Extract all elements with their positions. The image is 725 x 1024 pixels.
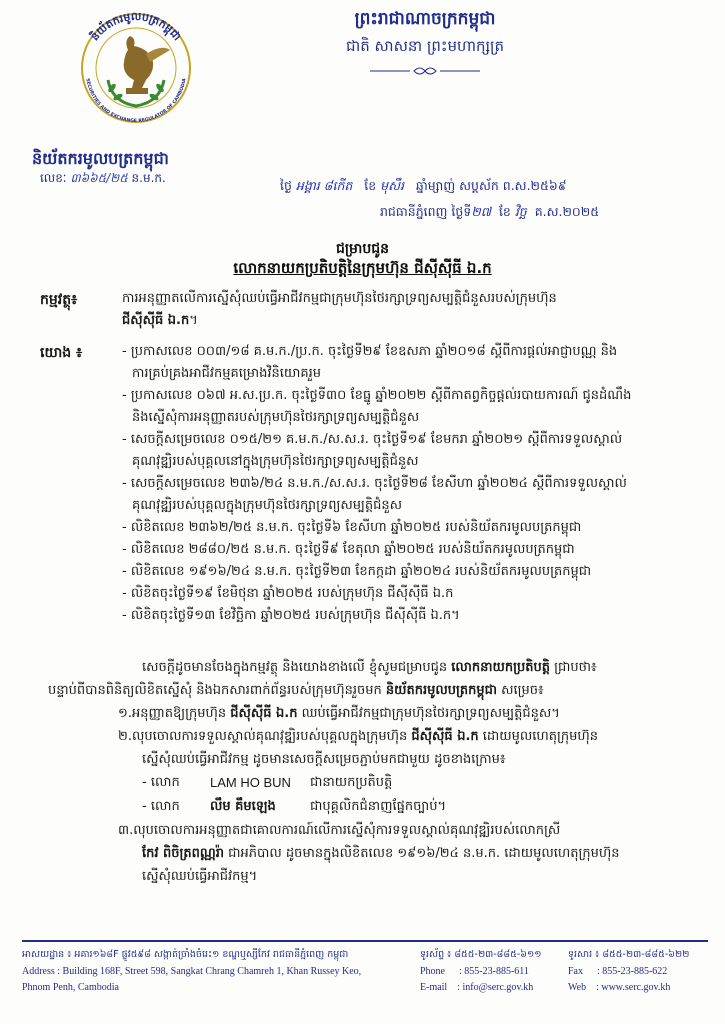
person-row-2 <box>32 795 712 819</box>
ref-prefix: លេខៈ <box>40 171 67 185</box>
body-para-1 <box>32 656 712 679</box>
person1-name: LAM HO BUN <box>210 775 291 790</box>
footer-kh-phone: ទូរស័ព្ទ ៖ ៨៥៥-២៣-៨៨៥-៦១១ <box>420 949 542 960</box>
ref-4-line1: - សេចក្តីសម្រេចលេខ ២៣៦/២៤ ន.ម.ក./ស.ស.រ. ចុះថ្ងៃទី២៨ ខែសីហា ឆ្នាំ២០២៤ ស្តីពីការទទួលស្គាល់ <box>122 476 627 491</box>
reference-item <box>122 473 707 517</box>
recipient-name: លោកនាយកប្រតិបត្តិនៃក្រុមហ៊ុន ជីស៊ីស៊ីធី ឯ.ក <box>233 259 492 277</box>
ref-2-line1: - ប្រកាសលេខ ០៦៧ អ.ស.ប្រ.ក. ចុះថ្ងៃទី៣០ ខែធ្នូ ឆ្នាំ២០២២ ស្តីពីកាតព្វកិច្ចផ្តល់របាយការណ៍ ជូនដំណឹង <box>122 388 632 403</box>
ornament-divider-icon <box>370 65 480 77</box>
footer-kh-fax: ទូរសារ ៖ ៨៥៥-២៣-៨៨៥-៦២២ <box>568 949 690 960</box>
footer-kh-address: អាសយដ្ឋាន ៖ អគារ១៦៨F ផ្លូវ៥៩៨ សង្កាត់ច្រាំងចំរេះ១ ខណ្ឌឬស្សីកែវ រាជធានីភ្នំពេញ កម្ពុជា <box>22 949 349 960</box>
d2-a: ២.លុបចោលការទទួលស្គាល់គុណវុឌ្ឍិរបស់បុគ្គលក្នុងក្រុមហ៊ុន <box>118 729 412 744</box>
d1-b: ជីស៊ីស៊ីធី ឯ.ក <box>230 706 298 721</box>
references-list <box>122 341 707 627</box>
footer-en-address-1: Address : Building 168F, Street 598, Sangkat Chrang Chamreh 1, Khan Russey Keo, <box>22 966 362 977</box>
reference-item: - លិខិតចុះថ្ងៃទី១៣ ខែវិច្ឆិកា ឆ្នាំ២០២៥ របស់ក្រុមហ៊ុន ជីស៊ីស៊ីធី ឯ.ក។ <box>122 608 460 623</box>
reference-item <box>122 341 707 385</box>
d1-c: ឈប់ធ្វើអាជីវកម្មជាក្រុមហ៊ុនថៃរក្សាទ្រព្យសម្បត្តិជំនួស។ <box>297 706 560 721</box>
reference-item: - លិខិតលេខ ១៩១៦/២៤ ន.ម.ក. ចុះថ្ងៃទី២៣ ខែកក្កដា ឆ្នាំ២០២៤ របស់និយ័តករមូលបត្រកម្ពុជា <box>122 564 592 579</box>
kingdom-header <box>280 8 570 81</box>
subject-text <box>122 288 702 332</box>
reference-item <box>122 429 707 473</box>
footer-web <box>568 982 670 993</box>
person1-role: ជានាយកប្រតិបត្តិ <box>310 775 393 790</box>
footer-email <box>420 982 533 993</box>
reference-item: - លិខិតលេខ ២៨៨០/២៥ ន.ម.ក. ចុះថ្ងៃទី៩ ខែតុលា ឆ្នាំ២០២៥ របស់និយ័តករមូលបត្រកម្ពុជា <box>122 542 575 557</box>
ref-1-line1: - ប្រកាសលេខ ០០៣/១៨ គ.ម.ក./ប្រ.ក. ចុះថ្ងៃទី២៩ ខែឧសភា ឆ្នាំ២០១៨ ស្តីពីការផ្តល់អាជ្ញាបណ្ណ និង <box>122 344 618 359</box>
solar-month: វិច្ឆ <box>514 204 527 219</box>
ref-2-line2: និងស្នើសុំការអនុញ្ញាតរបស់ក្រុមហ៊ុនថៃរក្សាទ្រព្យសម្បត្តិជំនួស <box>132 410 420 425</box>
decision-3-line1: ៣.លុបចោលការអនុញ្ញាតជាគោលការណ៍លើការស្នើសុំការទទួលស្គាល់គុណវុឌ្ឍិរបស់លោកស្រី <box>118 823 561 838</box>
lunar-date <box>280 178 567 197</box>
d3-name: កែវ ពិចិត្រពណ្ណរ៉ា <box>142 846 225 861</box>
letter-body <box>32 656 712 888</box>
person2-role: ជាបុគ្គលិកជំនាញផ្នែកច្បាប់។ <box>310 799 447 814</box>
subject-end: ។ <box>189 313 198 328</box>
solar-month-label: ខែ <box>498 204 511 219</box>
fax-label: Fax <box>568 966 583 977</box>
solar-date <box>380 204 599 223</box>
serc-seal-icon <box>58 10 218 130</box>
reference-item: - លិខិតលេខ ២៣៦២/២៥ ន.ម.ក. ចុះថ្ងៃទី៦ ខែសីហា ឆ្នាំ២០២៥ របស់និយ័តករមូលបត្រកម្ពុជា <box>122 520 582 535</box>
kingdom-title: ព្រះរាជាណាចក្រកម្ពុជា <box>354 9 496 29</box>
decision-2 <box>32 725 712 748</box>
person1-title: - លោក <box>142 775 180 790</box>
lunar-year: ឆ្នាំម្សាញ់ សប្តស័ក ព.ស.២៥៦៩ <box>415 178 567 193</box>
person-row-1 <box>32 771 712 795</box>
body-p1-a: សេចក្តីដូចមានចែងក្នុងកម្មវត្ថុ និងយោងខាងលើ ខ្ញុំសូមជម្រាបជូន <box>142 660 452 675</box>
serc-logo <box>58 10 218 130</box>
organization-name: និយ័តករមូលបត្រកម្ពុជា <box>32 149 169 168</box>
subject-label: កម្មវត្ថុ៖ <box>40 292 78 308</box>
recipient-label: ជម្រាបជូន <box>335 241 390 257</box>
decision-3-line2 <box>32 842 712 865</box>
logo-text-bottom: SECURITIES AND EXCHANGE REGULATOR OF CAMBODIA <box>84 78 188 125</box>
logo-text-top: និយ័តករមូលបត្រកម្ពុជា <box>88 10 184 44</box>
ref-3-line1: - សេចក្តីសម្រេចលេខ ០១៥/២១ គ.ម.ក./ស.ស.រ. ចុះថ្ងៃទី១៩ ខែមករា ឆ្នាំ២០២១ ស្តីពីការទទួលស្គាល់ <box>122 432 623 447</box>
reference-number <box>40 170 166 188</box>
d3-line2-rest: ជាអភិបាល ដូចមានក្នុងលិខិតលេខ ១៩១៦/២៤ ន.ម.ក. ដោយមូលហេតុក្រុមហ៊ុន <box>224 846 620 861</box>
subject-line-1: ការអនុញ្ញាតលើការស្នើសុំឈប់ធ្វើអាជីវកម្មជាក្រុមហ៊ុនថៃរក្សាទ្រព្យសម្បត្តិជំនួសរបស់ក្រុមហ៊ុន <box>122 291 557 306</box>
ref-3-line2: គុណវុឌ្ឍិរបស់បុគ្គលនៅក្នុងក្រុមហ៊ុនថៃរក្សាទ្រព្យសម្បត្តិជំនួស <box>132 454 419 469</box>
person2-title: - លោក <box>142 799 180 814</box>
solar-place: រាជធានីភ្នំពេញ ថ្ងៃទី <box>380 204 472 219</box>
reference-item <box>122 385 707 429</box>
ref-suffix: ន.ម.ក. <box>131 171 166 185</box>
body-p1-b: លោកនាយកប្រតិបត្តិ <box>451 660 550 675</box>
footer-en-address-2: Phnom Penh, Cambodia <box>22 982 119 993</box>
body-p2-c: សម្រេច៖ <box>497 683 544 698</box>
footer-phone <box>420 966 529 977</box>
email-label: E-mail <box>420 982 448 993</box>
decision-3-line3: ស្នើសុំឈប់ធ្វើអាជីវកម្ម។ <box>142 869 258 884</box>
reference-item: - លិខិតចុះថ្ងៃទី១៩ ខែមិថុនា ឆ្នាំ២០២៥ របស់ក្រុមហ៊ុន ជីស៊ីស៊ីធី ឯ.ក <box>122 586 454 601</box>
solar-year: គ.ស.២០២៥ <box>534 204 600 219</box>
ref-4-line2: គុណវុឌ្ឍិរបស់បុគ្គលក្នុងក្រុមហ៊ុនថៃរក្សាទ្រព្យសម្បត្តិជំនួស <box>132 498 402 513</box>
references-label: យោង ៖ <box>40 345 83 361</box>
solar-day: ២៧ <box>471 204 491 219</box>
svg-text:និយ័តករមូលបត្រកម្ពុជា <box>87 10 184 43</box>
d2-b: ជីស៊ីស៊ីធី ឯ.ក <box>411 729 479 744</box>
web-value: : www.serc.gov.kh <box>596 982 671 993</box>
lunar-month-label: ខែ <box>364 178 377 193</box>
email-value: : info@serc.gov.kh <box>457 982 534 993</box>
kingdom-motto: ជាតិ សាសនា ព្រះមហាក្សត្រ <box>345 37 505 55</box>
d2-c: ដោយមូលហេតុក្រុមហ៊ុន <box>478 729 599 744</box>
decision-2-line2: ស្នើសុំឈប់ធ្វើអាជីវកម្ម ដូចមានសេចក្តីសម្រេចភ្ជាប់មកជាមួយ ដូចខាងក្រោម៖ <box>142 752 506 767</box>
d1-a: ១.អនុញ្ញាតឱ្យក្រុមហ៊ុន <box>118 706 231 721</box>
web-label: Web <box>568 982 587 993</box>
fax-value: : 855-23-885-622 <box>597 966 668 977</box>
lunar-day: អង្គារ ៨កើត <box>295 178 353 193</box>
subject-company: ជីស៊ីស៊ីធី ឯ.ក <box>122 313 190 328</box>
body-para-2 <box>32 679 712 702</box>
body-p2-a: បន្ទាប់ពីបានពិនិត្យលិខិតស្នើសុំ និងឯកសារពាក់ព័ន្ធរបស់ក្រុមហ៊ុនរួចមក <box>48 683 386 698</box>
decision-1 <box>32 702 712 725</box>
ref-number: ៣៦៦៥/ <box>70 171 111 185</box>
ref-year: ២៥ <box>110 171 128 185</box>
phone-label: Phone <box>420 966 445 977</box>
person2-name: លឹម គឹមឡេង <box>210 799 276 814</box>
body-p1-c: ជ្រាបថា៖ <box>550 660 597 675</box>
lunar-day-label: ថ្ងៃ <box>280 178 292 193</box>
ref-1-line2: ការគ្រប់គ្រងអាជីវកម្មគម្រោងវិនិយោគរួម <box>132 366 322 381</box>
footer-fax <box>568 966 667 977</box>
phone-value: : 855-23-885-611 <box>459 966 529 977</box>
footer-divider <box>22 940 708 942</box>
lunar-month: មុសឹរ <box>380 178 404 193</box>
body-p2-b: និយ័តករមូលបត្រកម្ពុជា <box>385 683 497 698</box>
